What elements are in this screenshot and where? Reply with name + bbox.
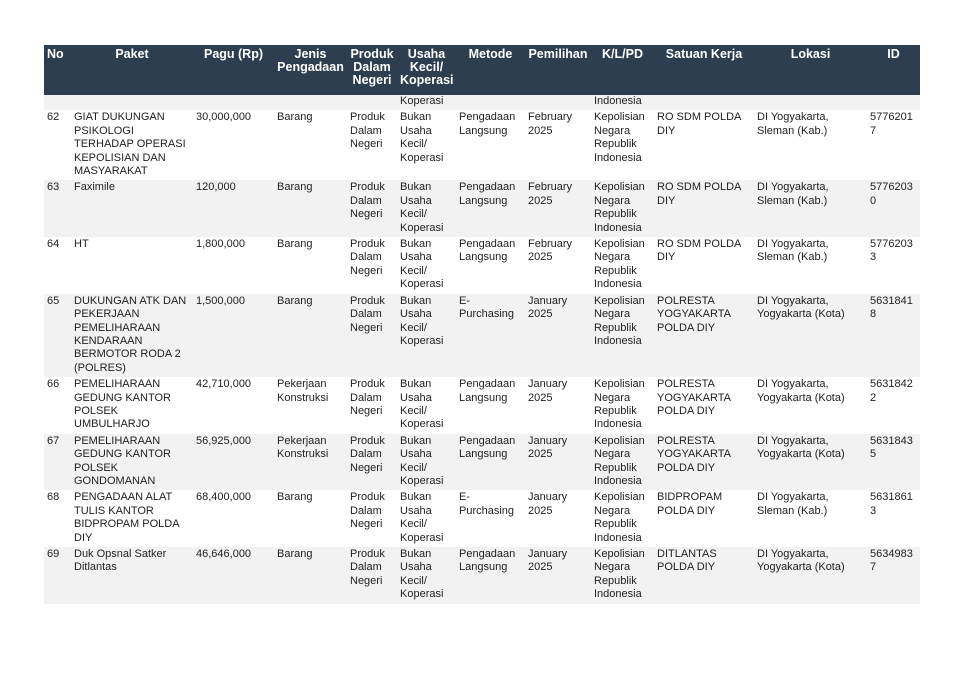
cell-klpd: Kepolisian Negara Republik Indonesia xyxy=(591,547,654,604)
cell-pagu: 42,710,000 xyxy=(196,378,252,391)
cell-pagu: 46,646,000 xyxy=(193,547,274,604)
cell-pemilihan: January 2025 xyxy=(525,294,591,377)
cell-id: 57762017 xyxy=(870,111,913,137)
cell-pagu: 1,500,000 xyxy=(193,294,274,377)
cell-usaha: Koperasi xyxy=(397,95,456,110)
cell-produk: Produk Dalam Negeri xyxy=(350,378,385,417)
cell-klpd: Kepolisian Negara Republik Indonesia xyxy=(591,294,654,377)
cell-jenis: Barang xyxy=(274,294,347,377)
cell-pagu: 120,000 xyxy=(193,180,274,237)
table-row xyxy=(44,110,920,180)
cell-no: 69 xyxy=(44,547,71,604)
procurement-table-sheet xyxy=(44,45,920,604)
cell-metode: E- Purchasing xyxy=(456,294,525,377)
cell-klpd: Kepolisian Negara Republik Indonesia xyxy=(594,491,645,544)
cell-usaha: Bukan Usaha Kecil/ Koperasi xyxy=(397,547,456,604)
table-row xyxy=(44,180,920,237)
cell-jenis: Barang xyxy=(277,238,313,251)
cell-satker: RO SDM POLDA DIY xyxy=(654,180,754,237)
cell-lokasi: DI Yogyakarta, Yogyakarta (Kota) xyxy=(754,434,867,491)
cell-klpd: Kepolisian Negara Republik Indonesia xyxy=(594,378,645,431)
cell-pemilihan: February 2025 xyxy=(525,180,591,237)
cell-pemilihan: January 2025 xyxy=(525,547,591,604)
cell-usaha: Bukan Usaha Kecil/ Koperasi xyxy=(397,434,456,491)
cell-usaha: Bukan Usaha Kecil/ Koperasi xyxy=(400,378,444,431)
cell-lokasi: DI Yogyakarta, Sleman (Kab.) xyxy=(757,491,829,517)
cell-metode: Pengadaan Langsung xyxy=(456,547,525,604)
cell-paket: PEMELIHARAAN GEDUNG KANTOR POLSEK UMBULHARJO xyxy=(74,378,171,431)
header-metode: Metode xyxy=(456,45,525,95)
cell-jenis: Barang xyxy=(274,547,347,604)
cell-id: 56318435 xyxy=(867,434,920,491)
cell-metode: Pengadaan Langsung xyxy=(456,180,525,237)
cell-pemilihan: February 2025 xyxy=(528,238,573,264)
cell-no: 64 xyxy=(47,238,60,251)
cell-usaha: Bukan Usaha Kecil/ Koperasi xyxy=(397,180,456,237)
cell-no: 63 xyxy=(44,180,71,237)
cell-id: 57762030 xyxy=(867,180,920,237)
cell-paket: Faximile xyxy=(71,180,193,237)
cell-metode: E- Purchasing xyxy=(459,491,515,517)
cell-lokasi: DI Yogyakarta, Yogyakarta (Kota) xyxy=(757,378,845,404)
cell-paket: PENGADAAN ALAT TULIS KANTOR BIDPROPAM POLDA DIY xyxy=(74,491,179,544)
cell-pemilihan: January 2025 xyxy=(525,434,591,491)
cell-satker: RO SDM POLDA DIY xyxy=(657,111,741,137)
header-pagu: Pagu (Rp) xyxy=(193,45,274,95)
cell-produk: Produk Dalam Negeri xyxy=(350,238,385,277)
cell-lokasi: DI Yogyakarta, Sleman (Kab.) xyxy=(757,238,829,264)
cell-no: 67 xyxy=(44,434,71,491)
table-row xyxy=(44,490,920,547)
cell-pemilihan: January 2025 xyxy=(528,491,568,517)
cell-paket: PEMELIHARAAN GEDUNG KANTOR POLSEK GONDOMANAN xyxy=(71,434,193,491)
header-satker: Satuan Kerja xyxy=(654,45,754,95)
cell-paket: GIAT DUKUNGAN PSIKOLOGI TERHADAP OPERASI KEPOLISIAN DAN MASYARAKAT xyxy=(74,111,186,178)
cell-produk: Produk Dalam Negeri xyxy=(347,547,397,604)
cell-lokasi: DI Yogyakarta, Yogyakarta (Kota) xyxy=(754,294,867,377)
cell-metode: Pengadaan Langsung xyxy=(459,111,516,137)
cell-usaha: Bukan Usaha Kecil/ Koperasi xyxy=(400,491,444,544)
cell-metode: Pengadaan Langsung xyxy=(459,238,516,264)
header-usaha: Usaha Kecil/ Koperasi xyxy=(397,45,456,95)
cell-klpd: Kepolisian Negara Republik Indonesia xyxy=(594,111,645,164)
cell-id: 56318613 xyxy=(870,491,913,517)
continuation-row xyxy=(44,95,920,110)
header-id: ID xyxy=(867,45,920,95)
cell-produk: Produk Dalam Negeri xyxy=(347,434,397,491)
header-klpd: K/L/PD xyxy=(591,45,654,95)
cell-paket: HT xyxy=(74,238,89,251)
cell-satker: DITLANTAS POLDA DIY xyxy=(654,547,754,604)
cell-produk: Produk Dalam Negeri xyxy=(350,111,385,151)
cell-id: 56318418 xyxy=(867,294,920,377)
cell-paket: Duk Opsnal Satker Ditlantas xyxy=(71,547,193,604)
header-lokasi: Lokasi xyxy=(754,45,867,95)
cell-satker: POLRESTA YOGYAKARTA POLDA DIY xyxy=(654,294,754,377)
table-row xyxy=(44,294,920,377)
cell-no: 62 xyxy=(47,111,60,124)
header-paket: Paket xyxy=(71,45,193,95)
table-row xyxy=(44,237,920,294)
table-row xyxy=(44,377,920,434)
cell-jenis: Pekerjaan Konstruksi xyxy=(274,434,347,491)
header-no: No xyxy=(44,45,71,95)
procurement-table xyxy=(44,45,920,604)
header-jenis: Jenis Pengadaan xyxy=(274,45,347,95)
cell-produk: Produk Dalam Negeri xyxy=(347,294,397,377)
cell-jenis: Barang xyxy=(277,491,313,504)
cell-metode: Pengadaan Langsung xyxy=(459,378,516,404)
cell-metode: Pengadaan Langsung xyxy=(456,434,525,491)
cell-pagu: 68,400,000 xyxy=(196,491,252,504)
header-pemilihan: Pemilihan xyxy=(525,45,591,95)
cell-satker: RO SDM POLDA DIY xyxy=(657,238,741,264)
cell-klpd: Kepolisian Negara Republik Indonesia xyxy=(594,238,645,291)
cell-pagu: 1,800,000 xyxy=(196,238,245,251)
cell-lokasi: DI Yogyakarta, Sleman (Kab.) xyxy=(757,111,829,137)
cell-paket: DUKUNGAN ATK DAN PEKERJAAN PEMELIHARAAN KENDARAAN BERMOTOR RODA 2 (POLRES) xyxy=(71,294,193,377)
table-row xyxy=(44,434,920,491)
table-row xyxy=(44,547,920,604)
header-produk: Produk Dalam Negeri xyxy=(347,45,397,95)
cell-no: 65 xyxy=(44,294,71,377)
cell-produk: Produk Dalam Negeri xyxy=(347,180,397,237)
cell-pemilihan: February 2025 xyxy=(528,111,573,137)
cell-jenis: Barang xyxy=(274,180,347,237)
cell-id: 57762033 xyxy=(870,238,913,264)
cell-klpd: Kepolisian Negara Republik Indonesia xyxy=(591,180,654,237)
cell-no: 66 xyxy=(47,378,60,391)
cell-pagu: 56,925,000 xyxy=(193,434,274,491)
header-row xyxy=(44,45,920,95)
cell-klpd: Kepolisian Negara Republik Indonesia xyxy=(591,434,654,491)
cell-pemilihan: January 2025 xyxy=(528,378,568,404)
cell-jenis: Barang xyxy=(277,111,313,124)
cell-id: 56318422 xyxy=(870,378,913,404)
cell-lokasi: DI Yogyakarta, Yogyakarta (Kota) xyxy=(754,547,867,604)
cell-satker: POLRESTA YOGYAKARTA POLDA DIY xyxy=(657,378,731,417)
cell-usaha: Bukan Usaha Kecil/ Koperasi xyxy=(400,238,444,291)
cell-lokasi: DI Yogyakarta, Sleman (Kab.) xyxy=(754,180,867,237)
cell-pagu: 30,000,000 xyxy=(196,111,252,124)
cell-jenis: Pekerjaan Konstruksi xyxy=(277,378,329,404)
cell-usaha: Bukan Usaha Kecil/ Koperasi xyxy=(397,294,456,377)
cell-no: 68 xyxy=(47,491,60,504)
cell-usaha: Bukan Usaha Kecil/ Koperasi xyxy=(400,111,444,164)
cell-klpd: Indonesia xyxy=(591,95,654,110)
cell-id: 56349837 xyxy=(867,547,920,604)
table-body xyxy=(44,95,920,604)
cell-satker: BIDPROPAM POLDA DIY xyxy=(657,491,723,517)
cell-produk: Produk Dalam Negeri xyxy=(350,491,385,531)
cell-satker: POLRESTA YOGYAKARTA POLDA DIY xyxy=(654,434,754,491)
